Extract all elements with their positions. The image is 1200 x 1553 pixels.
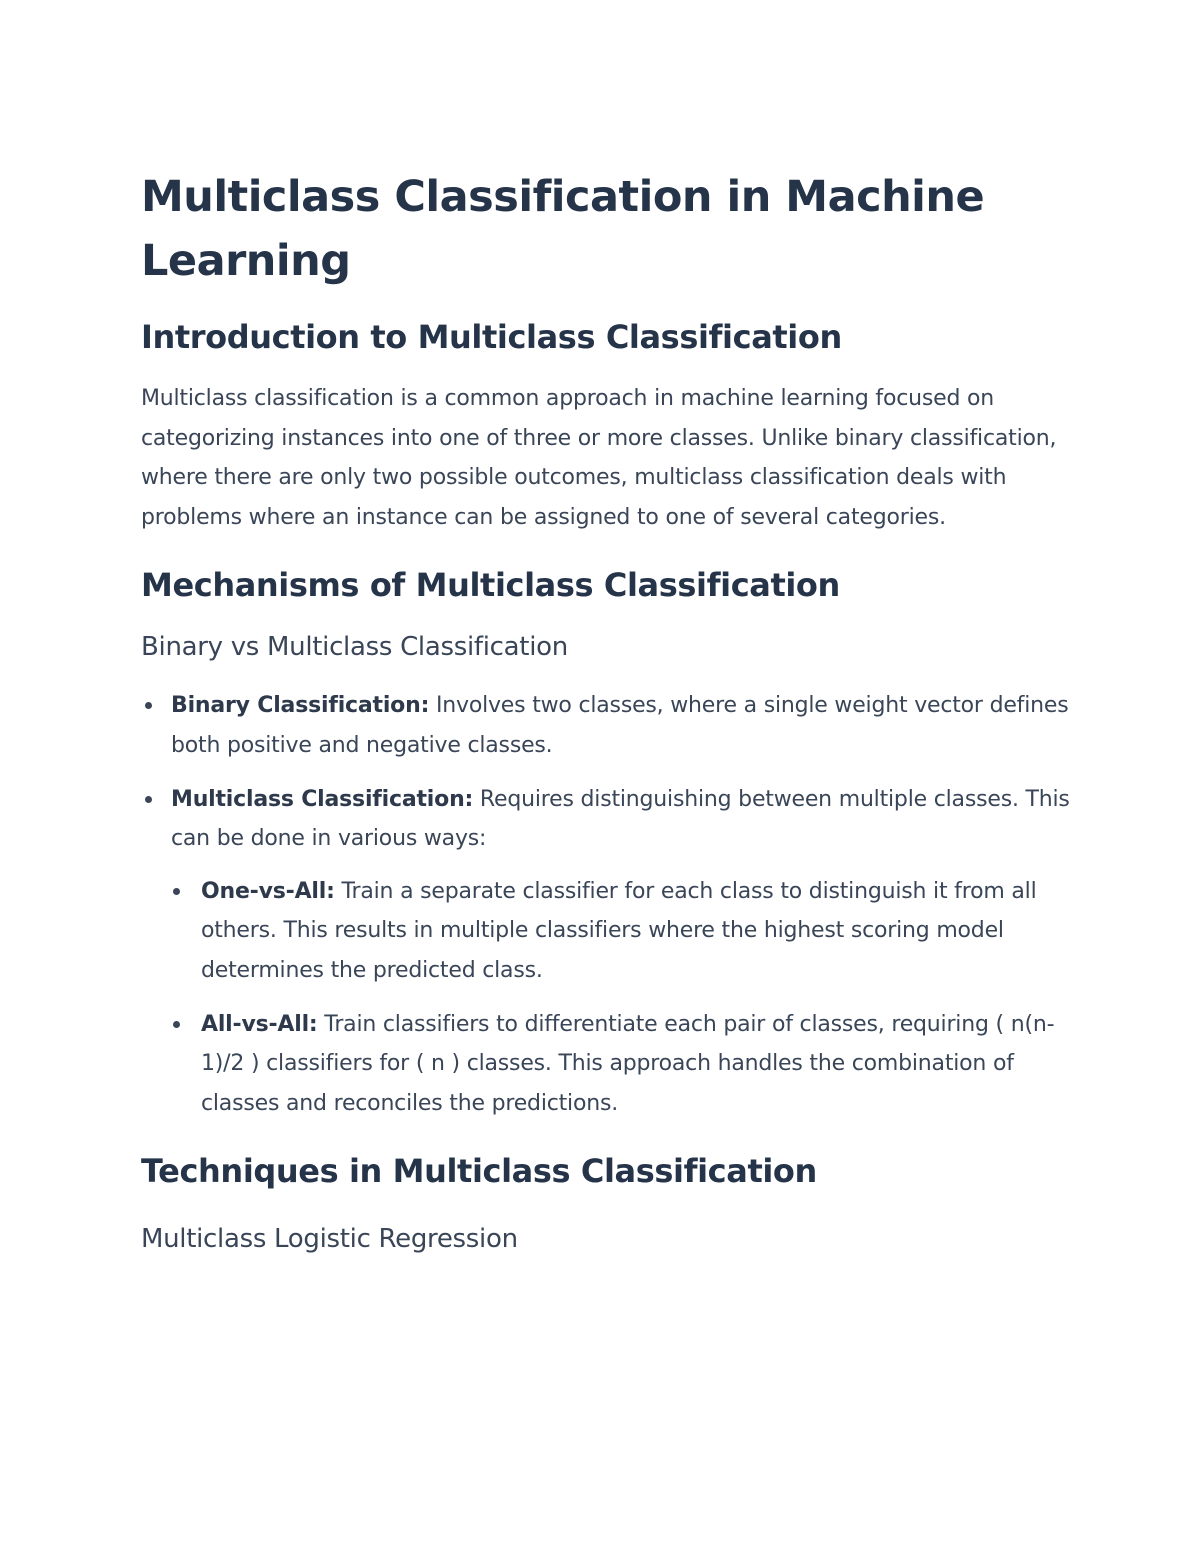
list-item-all-vs-all [141, 1005, 1071, 1124]
desc-one-vs-all: Train a separate classifier for each class to distinguish it from all others. This results in multiple classifiers where the highest scoring model determines the predicted class. [201, 878, 1037, 983]
list-item-one-vs-all [141, 872, 1071, 991]
desc-binary-classification: Involves two classes, where a single weight vector defines both positive and negative classes. [171, 693, 1069, 758]
section-heading-introduction: Introduction to Multiclass Classification [141, 318, 842, 356]
term-all-vs-all: All-vs-All: [201, 1011, 318, 1037]
section-heading-mechanisms: Mechanisms of Multiclass Classification [141, 566, 840, 605]
term-multiclass-classification: Multiclass Classification: [171, 786, 474, 812]
desc-all-vs-all: Train classifiers to differentiate each pair of classes, requiring ( n(n-1)/2 ) classifiers for ( n ) classes. This approach handles the combination of classes and reconciles the predictions. [201, 1011, 1055, 1116]
intro-paragraph: Multiclass classification is a common approach in machine learning focused on categorizing instances into one of three or more classes. Unlike binary classification, where there are only two possible outcomes, multiclass classification deals with problems where an instance can be assigned to one of several categories. [141, 386, 1057, 530]
page-title: Multiclass Classification in Machine Learning [141, 172, 985, 286]
document-page [141, 165, 1071, 1259]
list-item-multiclass-classification [141, 780, 1071, 859]
subheading-binary-vs-multiclass: Binary vs Multiclass Classification [141, 632, 568, 663]
subheading-multiclass-logistic-regression: Multiclass Logistic Regression [141, 1224, 518, 1255]
term-binary-classification: Binary Classification: [171, 693, 430, 719]
desc-multiclass-classification: Requires distinguishing between multiple classes. This can be done in various ways: [171, 786, 1070, 852]
section-heading-techniques: Techniques in Multiclass Classification [141, 1152, 817, 1191]
list-item-binary-classification [141, 686, 1071, 765]
term-one-vs-all: One-vs-All: [201, 878, 335, 904]
mechanisms-list [141, 686, 1071, 1123]
